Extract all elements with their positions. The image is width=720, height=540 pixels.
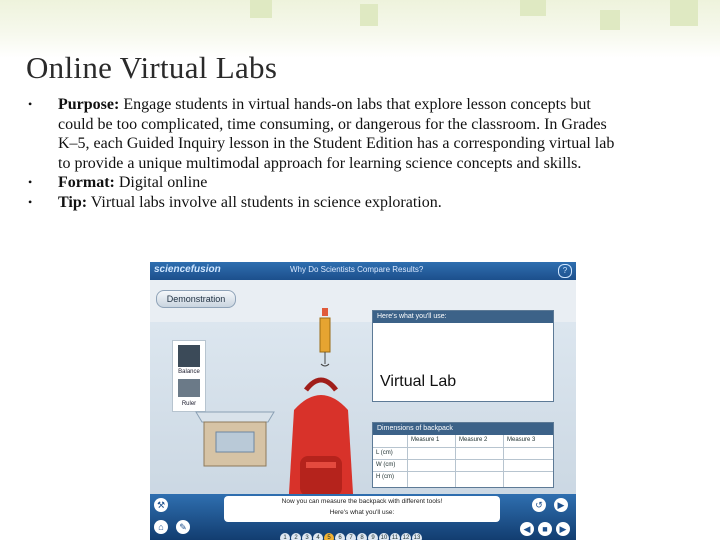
column-header: Measure 3 bbox=[507, 437, 536, 443]
balance-icon bbox=[178, 345, 200, 367]
page-dot-12[interactable]: 12 bbox=[401, 533, 411, 540]
page-dot-7[interactable]: 7 bbox=[346, 533, 356, 540]
bullet-label: Tip: bbox=[58, 193, 88, 211]
bullet-label: Format: bbox=[58, 174, 115, 191]
column-header: Measure 1 bbox=[411, 437, 440, 443]
message-line-1: Now you can measure the backpack with different tools! bbox=[281, 498, 443, 505]
bullet-format bbox=[28, 173, 628, 193]
stop-icon[interactable]: ■ bbox=[538, 522, 552, 536]
row-label: L (cm) bbox=[376, 450, 393, 456]
forward-icon[interactable]: ▶ bbox=[556, 522, 570, 536]
tool-label-ruler: Ruler bbox=[181, 401, 197, 407]
materials-panel-header: Here's what you'll use: bbox=[373, 311, 553, 323]
help-icon[interactable]: ? bbox=[558, 264, 572, 278]
tool-label-balance: Balance bbox=[178, 369, 200, 375]
brand-logo: sciencefusion bbox=[154, 264, 221, 275]
bullet-text: Virtual labs involve all students in science exploration. bbox=[87, 193, 442, 211]
virtual-lab-screenshot bbox=[150, 262, 576, 540]
bullet-label: Purpose: bbox=[58, 96, 120, 113]
next-icon[interactable]: ▶ bbox=[554, 498, 568, 512]
table-divider bbox=[373, 471, 553, 472]
table-divider bbox=[373, 459, 553, 460]
ruler-icon bbox=[178, 379, 200, 397]
page-dot-3[interactable]: 3 bbox=[302, 533, 312, 540]
row-label: W (cm) bbox=[376, 462, 396, 468]
bullet-list bbox=[28, 95, 628, 212]
back-icon[interactable]: ◀ bbox=[520, 522, 534, 536]
bullet-purpose bbox=[28, 95, 628, 173]
demonstration-button[interactable]: Demonstration bbox=[156, 290, 236, 308]
lab-header-bar bbox=[150, 262, 576, 280]
tool-palette[interactable] bbox=[172, 340, 206, 412]
spring-scale-icon bbox=[310, 308, 340, 368]
tools-icon[interactable]: ⚒ bbox=[154, 498, 168, 512]
page-dot-2[interactable]: 2 bbox=[291, 533, 301, 540]
page-dot-11[interactable]: 11 bbox=[390, 533, 400, 540]
slide-title: Online Virtual Labs bbox=[26, 50, 278, 85]
bullet-tip bbox=[28, 193, 628, 213]
table-divider bbox=[407, 435, 408, 487]
virtual-lab-caption: Virtual Lab bbox=[380, 373, 457, 390]
table-divider bbox=[503, 435, 504, 487]
page-dot-6[interactable]: 6 bbox=[335, 533, 345, 540]
page-dot-13[interactable]: 13 bbox=[412, 533, 422, 540]
page-dot-4[interactable]: 4 bbox=[313, 533, 323, 540]
reset-icon[interactable]: ↺ bbox=[532, 498, 546, 512]
message-line-2: Here's what you'll use: bbox=[329, 509, 395, 516]
bullet-marker: • bbox=[28, 175, 33, 189]
page-dot-5[interactable]: 5 bbox=[324, 533, 334, 540]
page-dot-10[interactable]: 10 bbox=[379, 533, 389, 540]
bullet-marker: • bbox=[28, 194, 33, 209]
instruction-message bbox=[224, 496, 500, 522]
balance-icon bbox=[192, 408, 278, 470]
notebook-icon[interactable]: ✎ bbox=[176, 520, 190, 534]
home-icon[interactable]: ⌂ bbox=[154, 520, 168, 534]
measurement-table bbox=[372, 422, 554, 488]
lab-control-bar bbox=[150, 494, 576, 540]
bullet-marker: • bbox=[28, 97, 33, 111]
balance-scale[interactable] bbox=[192, 408, 278, 470]
lab-title: Why Do Scientists Compare Results? bbox=[290, 265, 424, 274]
table-header: Dimensions of backpack bbox=[373, 423, 553, 435]
column-header: Measure 2 bbox=[459, 437, 488, 443]
table-divider bbox=[373, 447, 553, 448]
page-dot-8[interactable]: 8 bbox=[357, 533, 367, 540]
table-divider bbox=[455, 435, 456, 487]
row-label: H (cm) bbox=[376, 474, 394, 480]
page-navigation bbox=[280, 526, 423, 540]
bullet-text: Digital online bbox=[114, 174, 208, 191]
page-dot-9[interactable]: 9 bbox=[368, 533, 378, 540]
page-dot-1[interactable]: 1 bbox=[280, 533, 290, 540]
bullet-text: Engage students in virtual hands-on labs that explore lesson concepts but could be too complicated, time consuming, or dangerous for the classroom. In Grades K–5, each Guided Inquiry lesson in the Student Edition has a corresponding virtual lab to provide a unique multimodal approach for learning science concepts and skills. bbox=[58, 96, 615, 172]
